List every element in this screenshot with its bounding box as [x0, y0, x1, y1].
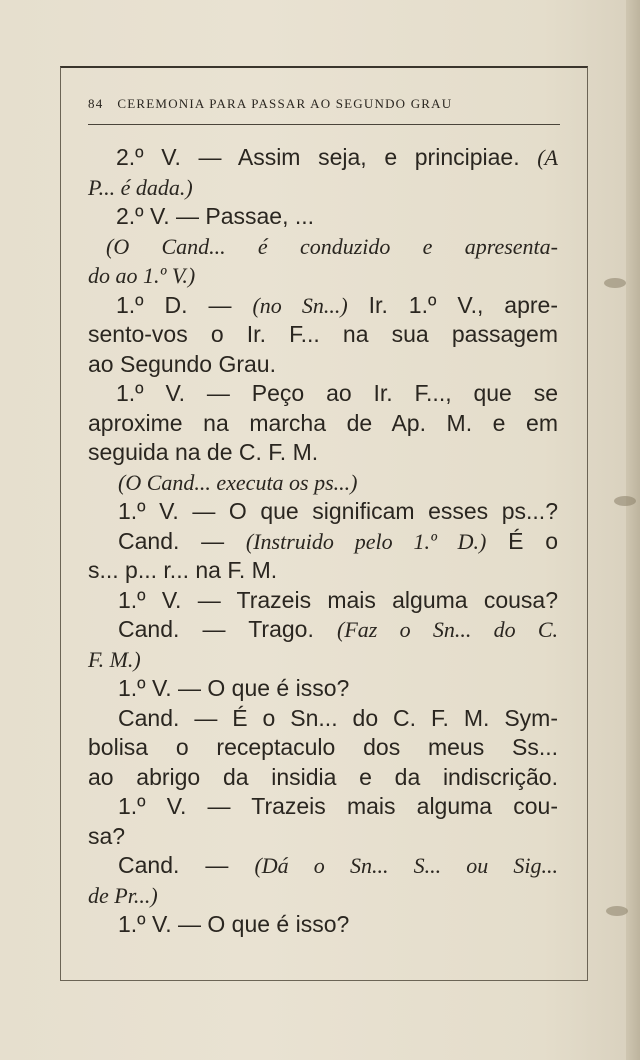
text-line: ao abrigo da insidia e da indiscrição.: [88, 763, 558, 790]
text-line: (O Cand... é conduzido e apresenta-: [106, 233, 558, 259]
text-line: 1.º V. — O que é isso?: [118, 675, 350, 701]
header-rule: [88, 124, 560, 125]
text-line: ao Segundo Grau.: [88, 350, 276, 377]
text-line: seguida na de C. F. M.: [88, 439, 319, 465]
page-number: 84: [88, 96, 104, 111]
text-line: de Pr...): [88, 882, 158, 908]
text-line: do ao 1.º V.): [88, 263, 196, 288]
running-title: CEREMONIA PARA PASSAR AO SEGUNDO GRAU: [117, 96, 453, 111]
text-line: 1.º V. — O que significam esses ps...?: [118, 498, 558, 524]
text-line: 1.º D. — (no Sn...) Ir. 1.º V., apre-: [116, 291, 558, 318]
text-line: Cand. — (Dá o Sn... S... ou Sig...: [118, 852, 559, 878]
page-edge: [626, 0, 640, 1060]
ink-smudge: [604, 278, 626, 288]
running-header: [88, 96, 558, 112]
text-line: 1.º V. — Peço ao Ir. F..., que se: [116, 380, 558, 406]
text-line: P... é dada.): [88, 174, 193, 200]
text-line: 1.º V. — O que é isso?: [118, 911, 350, 937]
text-line: s... p... r... na F. M.: [88, 557, 278, 583]
text-line: (O Cand... executa os ps...): [118, 469, 358, 495]
text-line: Cand. — É o Sn... do C. F. M. Sym-: [118, 704, 558, 731]
ink-smudge: [614, 496, 636, 506]
text-line: aproxime na marcha de Ap. M. e em: [88, 409, 558, 436]
text-line: sento-vos o Ir. F... na sua passagem: [88, 321, 558, 347]
text-line: Cand. — Trago. (Faz o Sn... do C.: [118, 616, 558, 642]
text-line: 1.º V. — Trazeis mais alguma cou-: [118, 793, 558, 819]
text-line: 1.º V. — Trazeis mais alguma cousa?: [118, 586, 558, 613]
text-line: F. M.): [88, 646, 141, 672]
ink-smudge: [606, 906, 628, 916]
text-line: 2.º V. — Passae, ...: [116, 203, 315, 229]
text-line: Cand. — (Instruido pelo 1.º D.) É o: [118, 527, 558, 554]
text-line: bolisa o receptaculo dos meus Ss...: [88, 734, 558, 760]
body-text: [88, 143, 558, 940]
text-line: sa?: [88, 822, 126, 849]
text-line: 2.º V. — Assim seja, e principiae. (A: [116, 144, 558, 170]
